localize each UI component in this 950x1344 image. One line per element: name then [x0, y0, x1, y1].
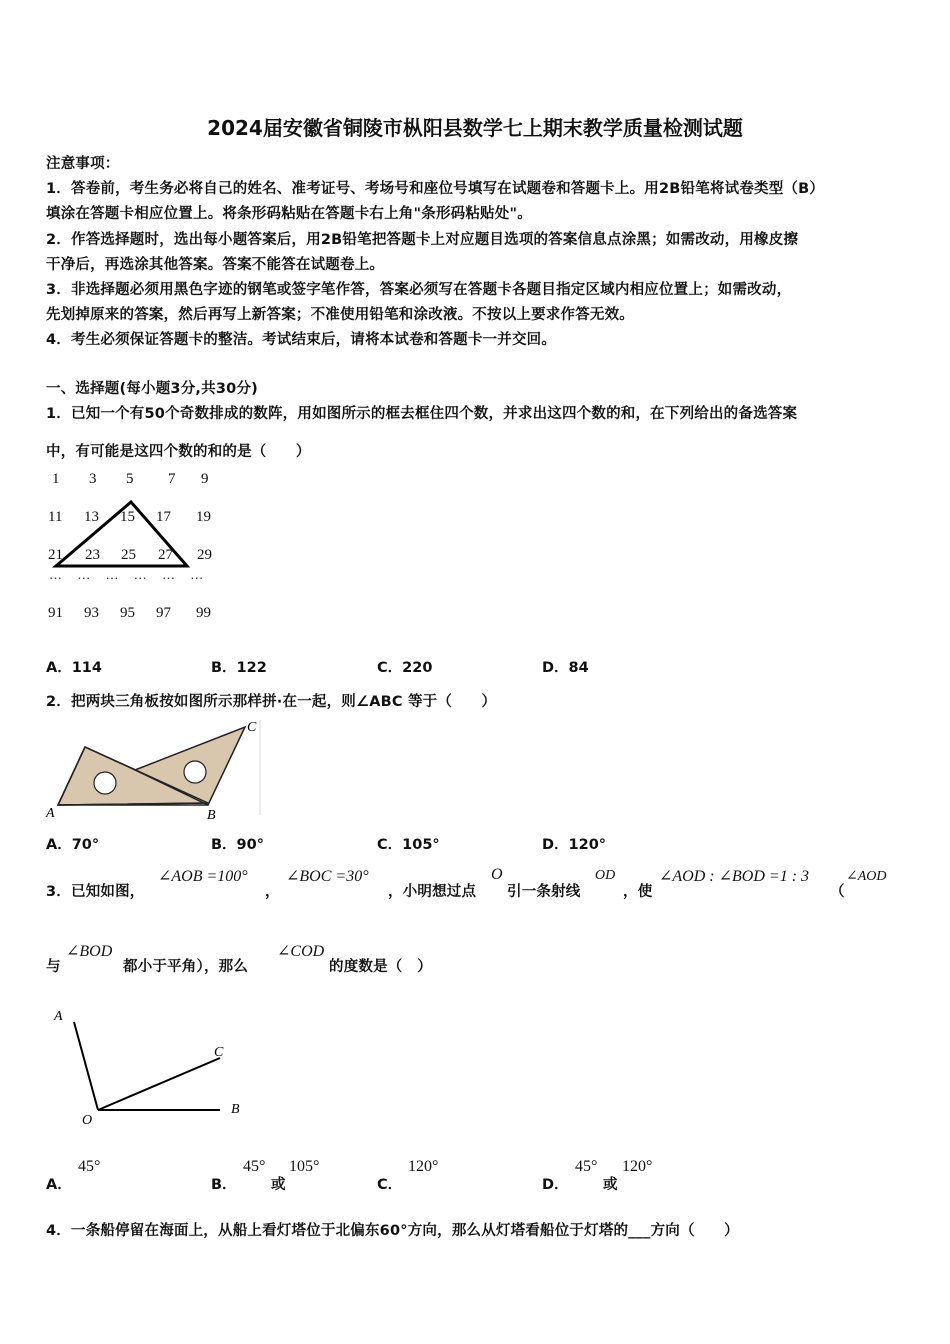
math-aob: ∠AOB =100°	[158, 868, 248, 885]
q3-option-d-or: 或	[603, 1177, 618, 1193]
grid-cell: 1	[52, 471, 60, 487]
q3-option-c: C．	[377, 1177, 403, 1193]
notice-line: 4．考生必须保证答题卡的整洁。考试结束后，请将本试卷和答题卡一并交回。	[46, 332, 557, 348]
hole-icon	[94, 772, 116, 794]
grid-cell: 13	[84, 509, 99, 525]
q1-option-d: D．84	[542, 660, 589, 676]
q3-option-b-or: 或	[271, 1177, 286, 1193]
grid-cell: 15	[120, 509, 135, 525]
ray-oa	[74, 1022, 98, 1110]
notice-line: 1．答卷前，考生务必将自己的姓名、准考证号、考场号和座位号填写在试题卷和答题卡上。用2B铅笔将试卷类型（B）	[46, 181, 825, 197]
grid-cell: 99	[196, 605, 211, 621]
grid-cell: 23	[85, 547, 100, 563]
label-o: O	[82, 1113, 93, 1128]
label-a: A	[54, 1009, 63, 1024]
grid-cell: 97	[156, 605, 171, 621]
q3-option-b: B．	[211, 1177, 237, 1193]
q2-option-d: D．120°	[542, 837, 607, 853]
notice-heading: 注意事项：	[46, 156, 120, 172]
math-od: OD	[595, 868, 616, 883]
question-3-text: ，使	[623, 884, 653, 900]
question-1-text: 1．已知一个有50个奇数排成的数阵，用如图所示的框去框住四个数，并求出这四个数的和，在下列给出的备选答案	[46, 406, 798, 422]
q1-option-c: C．220	[377, 660, 433, 676]
triangle-frame-shape	[56, 502, 187, 566]
notice-line: 3．非选择题必须用黑色字迹的钢笔或签字笔作答，答案必须写在答题卡各题目指定区域内相应位置上；如需改动，	[46, 282, 792, 298]
hole-icon	[184, 761, 206, 783]
label-b: B	[231, 1102, 240, 1117]
grid-cell: 91	[48, 605, 63, 621]
notice-line: 干净后，再选涂其他答案。答案不能答在试题卷上。	[46, 257, 385, 273]
q1-option-a: A．114	[46, 660, 102, 676]
math-cod: ∠COD	[277, 943, 325, 960]
q3-option-a: A．	[46, 1177, 72, 1193]
label-b: B	[207, 808, 216, 823]
grid-cell: 9	[201, 471, 209, 487]
question-3-text: 的度数是（ ）	[329, 959, 432, 975]
label-c: C	[214, 1045, 224, 1060]
grid-cell: 5	[126, 471, 134, 487]
q2-option-a: A．70°	[46, 837, 100, 853]
math-boc: ∠BOC =30°	[286, 868, 369, 885]
question-2-text: 2．把两块三角板按如图所示那样拼·在一起，则∠ABC 等于（ ）	[46, 694, 497, 710]
q2-option-c: C．105°	[377, 837, 440, 853]
question-3-text: 都小于平角），那么	[123, 959, 249, 975]
grid-cell: 25	[121, 547, 136, 563]
q3-option-a-value: 45°	[78, 1158, 101, 1175]
q3-option-d-value: 120°	[622, 1158, 653, 1175]
section-heading: 一、选择题(每小题3分,共30分)	[46, 381, 258, 397]
grid-cell: 27	[158, 547, 173, 563]
question-3-text: ，	[265, 884, 280, 900]
label-c: C	[247, 720, 257, 735]
grid-cell: 19	[196, 509, 211, 525]
question-3-text: 与	[46, 959, 61, 975]
notice-line: 填涂在答题卡相应位置上。将条形码粘贴在答题卡右上角"条形码粘贴处"。	[46, 206, 532, 222]
math-o: O	[491, 866, 503, 883]
notice-line: 2．作答选择题时，选出每小题答案后，用2B铅笔把答题卡上对应题目选项的答案信息点涂黑；如需改动，用橡皮擦	[46, 232, 799, 248]
math-ratio: ∠AOD : ∠BOD =1 : 3	[659, 868, 810, 885]
label-a: A	[46, 806, 55, 821]
grid-cell: 7	[168, 471, 176, 487]
question-1-text: 中，有可能是这四个数的和的是（ ）	[46, 444, 311, 460]
q3-option-b-value: 45°	[243, 1158, 266, 1175]
ray-oc	[98, 1058, 220, 1110]
notice-line: 先划掉原来的答案，然后再写上新答案；不准使用铅笔和涂改液。不按以上要求作答无效。	[46, 307, 634, 323]
question-4-text: 4．一条船停留在海面上，从船上看灯塔位于北偏东60°方向，那么从灯塔看船位于灯塔的___方向（ ）	[46, 1223, 739, 1239]
q2-option-b: B．90°	[211, 837, 264, 853]
math-bod: ∠BOD	[66, 943, 113, 960]
q1-option-b: B．122	[211, 660, 267, 676]
question-3-text: （	[830, 884, 845, 900]
q3-option-c-value: 120°	[408, 1158, 439, 1175]
angle-figure	[40, 1000, 260, 1135]
grid-cell: 21	[48, 547, 63, 563]
q3-option-d-value: 45°	[575, 1158, 598, 1175]
grid-cell: 11	[48, 509, 63, 525]
grid-cell: 93	[84, 605, 99, 621]
grid-cell: 95	[120, 605, 135, 621]
question-3-text: ，小明想过点	[388, 884, 477, 900]
grid-cell: 29	[197, 547, 212, 563]
page-title: 2024届安徽省铜陵市枞阳县数学七上期末教学质量检测试题	[207, 116, 743, 140]
question-3-text: 3．已知如图，	[46, 884, 145, 900]
math-aod: ∠AOD	[846, 869, 887, 884]
grid-ellipsis: … … … … … …	[49, 567, 210, 582]
q3-option-b-value: 105°	[289, 1158, 320, 1175]
question-3-text: 引一条射线	[507, 884, 581, 900]
grid-cell: 3	[89, 471, 97, 487]
q3-option-d: D．	[542, 1177, 569, 1193]
grid-cell: 17	[156, 509, 171, 525]
set-squares-figure	[40, 715, 270, 825]
